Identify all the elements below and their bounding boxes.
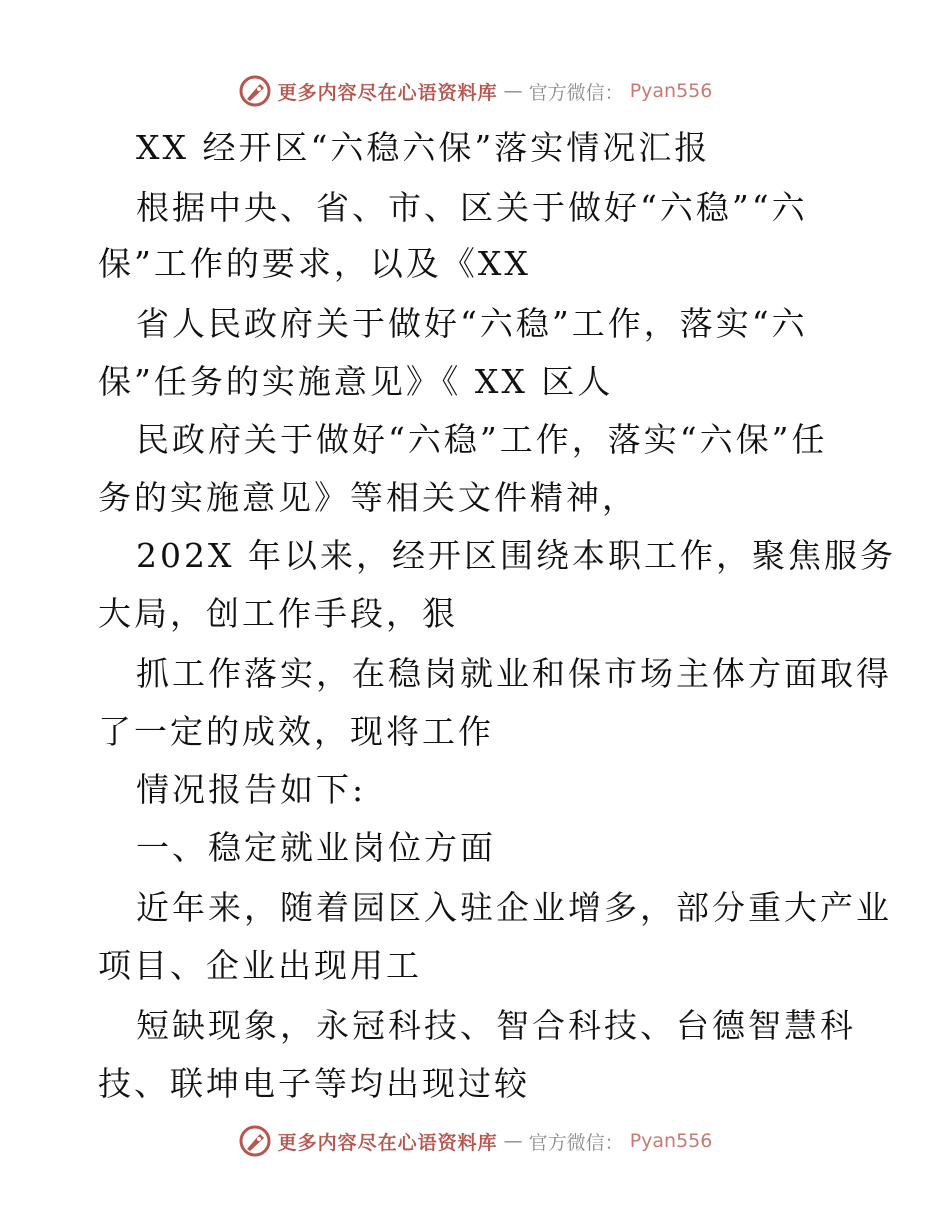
watermark-contact-label: 官方微信：: [528, 1131, 624, 1154]
header-watermark: [0, 74, 950, 108]
paragraph-line: 了一定的成效，现将工作: [98, 712, 494, 751]
paragraph-line: 抓工作落实，在稳岗就业和保市场主体方面取得: [136, 654, 892, 693]
pen-nib-logo-icon: [238, 1124, 272, 1158]
paragraph-line: 情况报告如下:: [136, 770, 367, 809]
footer-watermark: [0, 1124, 950, 1158]
watermark-dash: —: [503, 80, 523, 102]
paragraph-line: 近年来，随着园区入驻企业增多，部分重大产业: [136, 888, 892, 927]
paragraph-line: 民政府关于做好“六稳”工作，落实“六保”任: [136, 420, 828, 459]
paragraph-line: 大局，创工作手段，狠: [98, 594, 458, 633]
paragraph-line: 202X 年以来，经开区围绕本职工作，聚焦服务: [136, 536, 896, 575]
paragraph-line: 根据中央、省、市、区关于做好“六稳”“六: [136, 188, 808, 227]
pen-nib-logo-icon: [238, 74, 272, 108]
watermark-main-text: 更多内容尽在心语资料库: [277, 1131, 498, 1154]
paragraph-line: 省人民政府关于做好“六稳”工作，落实“六: [136, 304, 808, 343]
paragraph-line: 保”工作的要求，以及《XX: [98, 244, 531, 283]
paragraph-line: 保”任务的实施意见》《 XX 区人: [98, 362, 614, 401]
section-heading: 一、稳定就业岗位方面: [136, 828, 496, 867]
watermark-dash: —: [503, 1130, 523, 1152]
watermark-contact-id: Pyan556: [629, 1130, 713, 1152]
watermark-main-text: 更多内容尽在心语资料库: [277, 81, 498, 104]
paragraph-line: 技、联坤电子等均出现过较: [98, 1064, 530, 1103]
paragraph-line: 务的实施意见》等相关文件精神，: [98, 478, 638, 517]
paragraph-line: 项目、企业出现用工: [98, 946, 422, 985]
document-title: XX 经开区“六稳六保”落实情况汇报: [136, 128, 711, 167]
paragraph-line: 短缺现象，永冠科技、智合科技、台德智慧科: [136, 1006, 856, 1045]
watermark-contact-id: Pyan556: [629, 80, 713, 102]
watermark-contact-label: 官方微信：: [528, 81, 624, 104]
